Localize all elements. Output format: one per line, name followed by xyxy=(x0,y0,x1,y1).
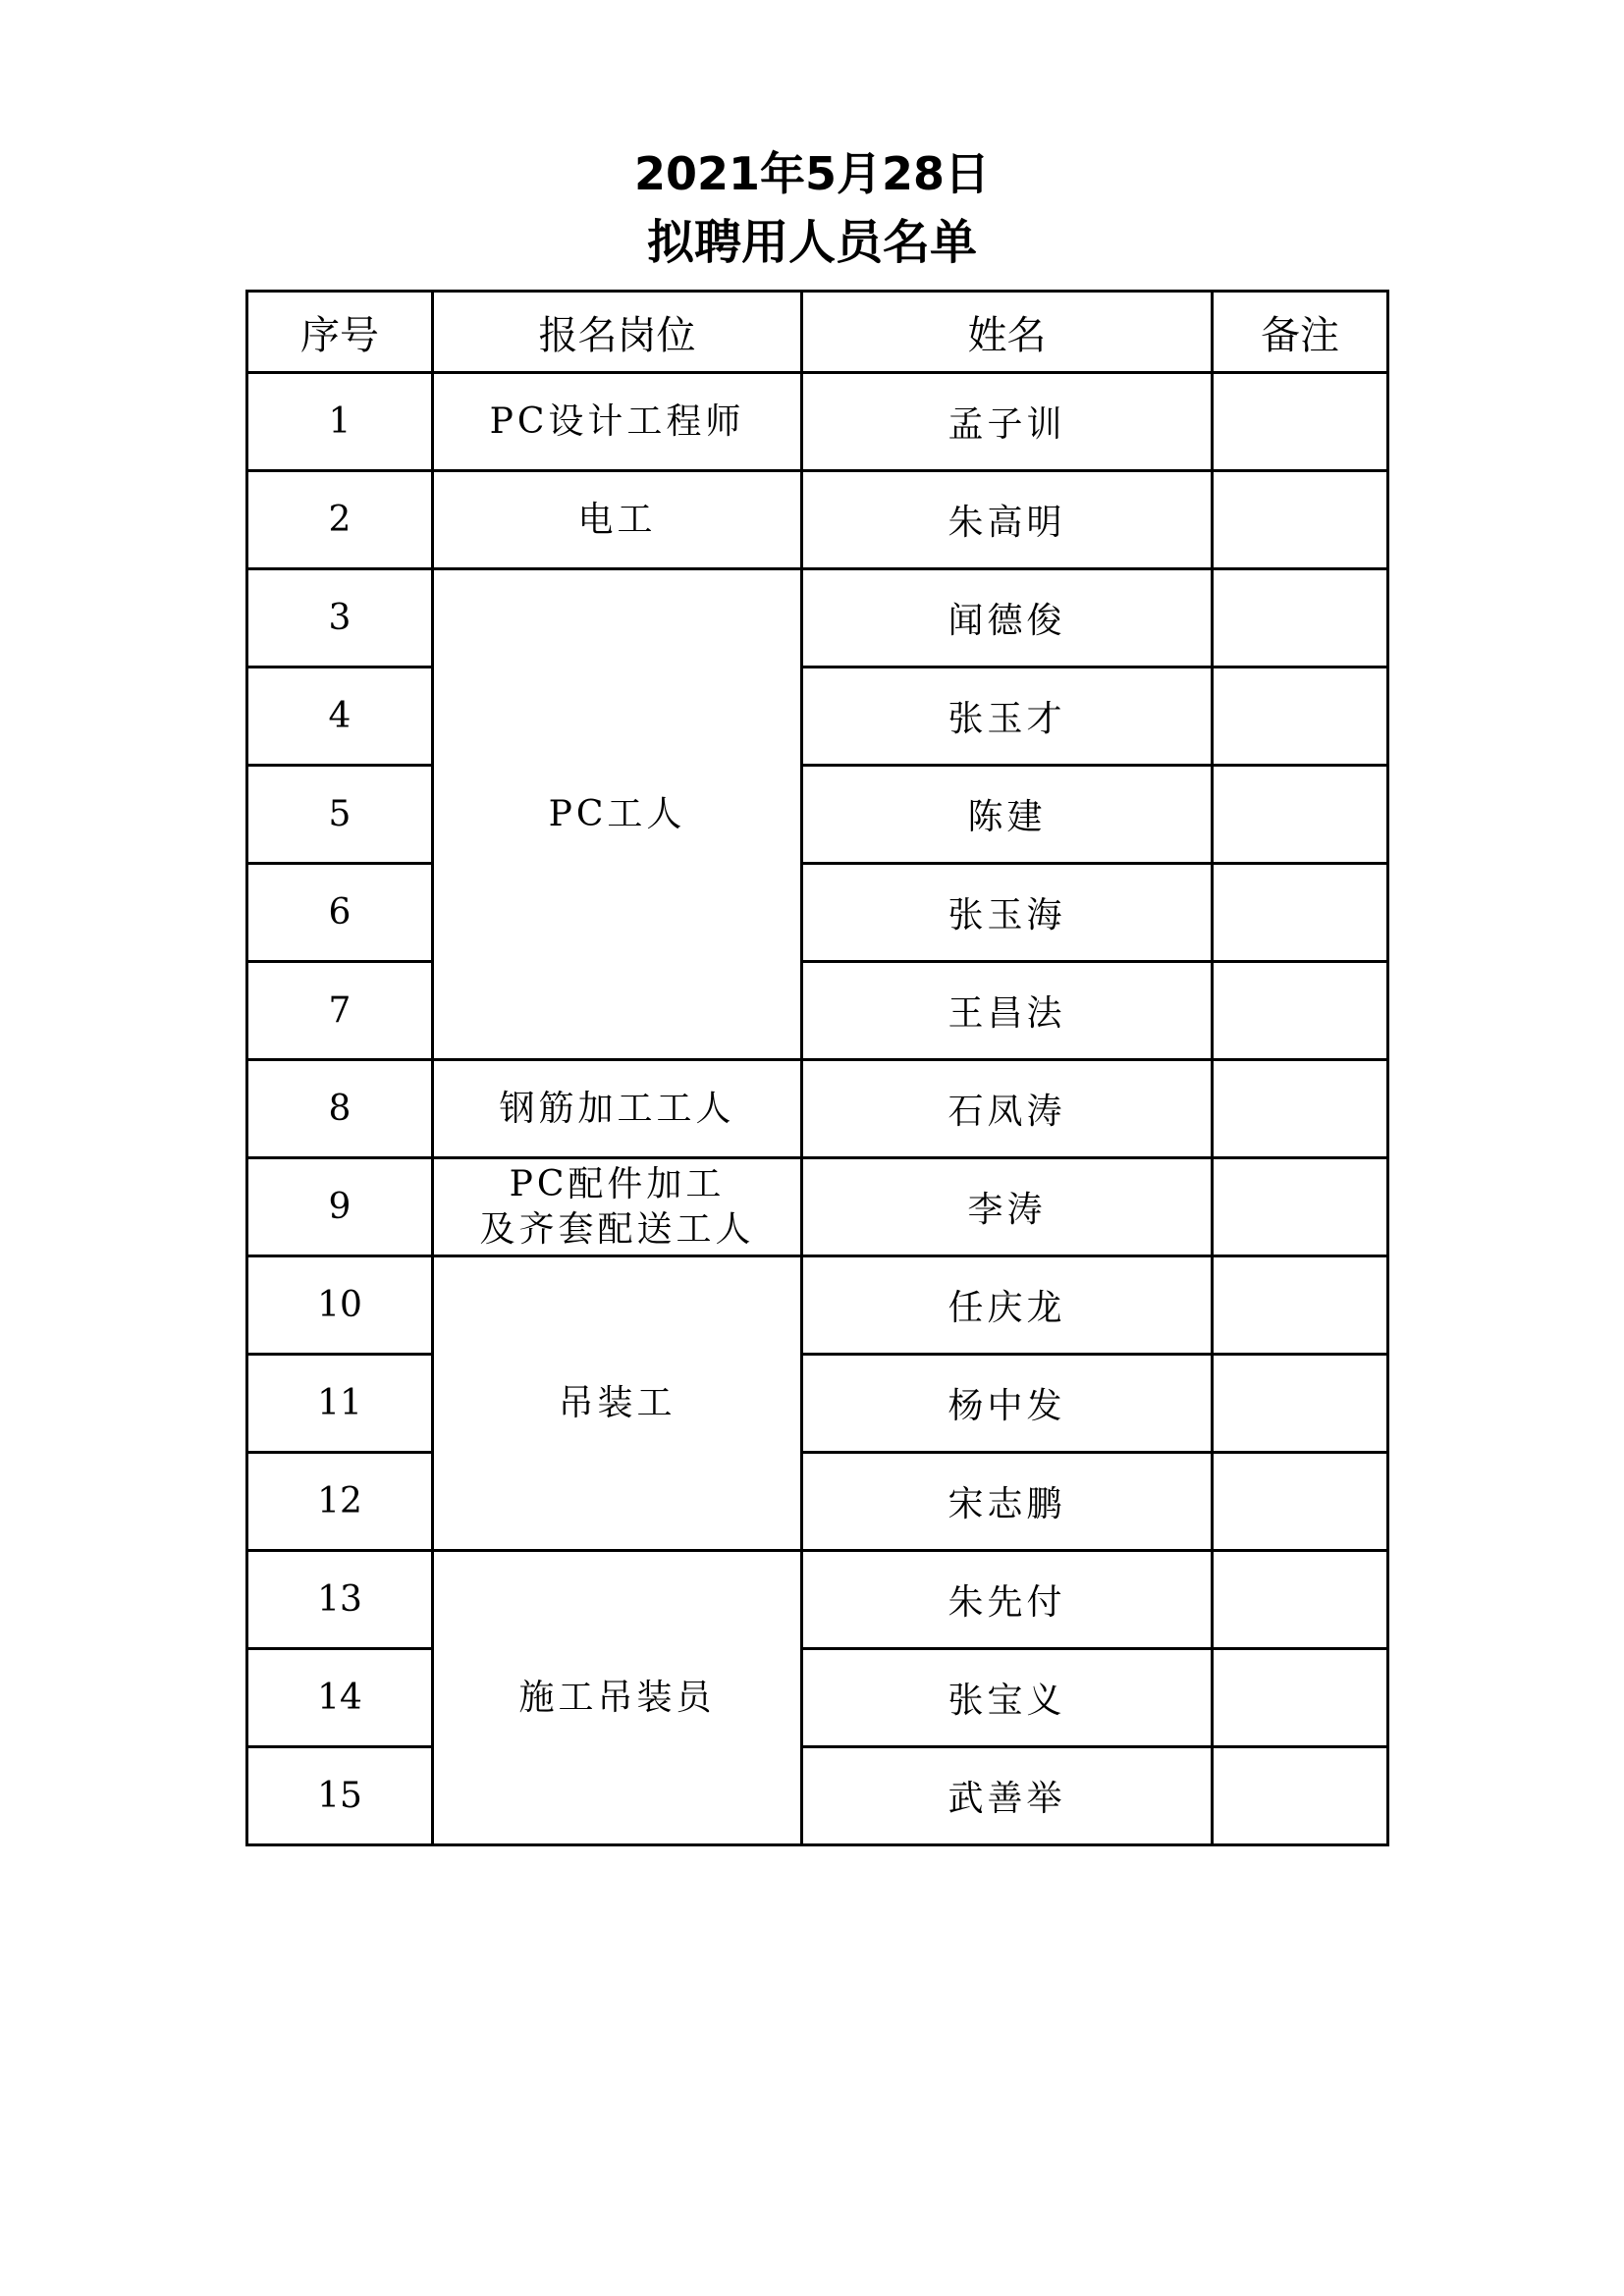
table-row xyxy=(247,864,1388,962)
header-name: 姓名 xyxy=(802,292,1213,373)
row-remark xyxy=(1213,864,1388,962)
row-index: 15 xyxy=(247,1747,433,1845)
row-position: PC设计工程师 xyxy=(433,373,802,471)
row-remark xyxy=(1213,1649,1388,1747)
row-name: 李涛 xyxy=(802,1158,1213,1256)
row-position: 吊装工 xyxy=(433,1256,802,1551)
row-position: 钢筋加工工人 xyxy=(433,1060,802,1158)
header-index: 序号 xyxy=(247,292,433,373)
row-index: 5 xyxy=(247,766,433,864)
row-name: 闻德俊 xyxy=(802,569,1213,667)
row-name: 杨中发 xyxy=(802,1355,1213,1453)
row-index: 12 xyxy=(247,1453,433,1551)
row-name: 朱先付 xyxy=(802,1551,1213,1649)
table-row xyxy=(247,1649,1388,1747)
header-position: 报名岗位 xyxy=(433,292,802,373)
row-index: 11 xyxy=(247,1355,433,1453)
row-remark xyxy=(1213,1747,1388,1845)
table-header-row xyxy=(247,292,1388,373)
row-name: 任庆龙 xyxy=(802,1256,1213,1355)
table-row xyxy=(247,667,1388,766)
row-index: 4 xyxy=(247,667,433,766)
row-name: 陈建 xyxy=(802,766,1213,864)
table-row xyxy=(247,766,1388,864)
table-row xyxy=(247,1551,1388,1649)
table-row xyxy=(247,1453,1388,1551)
row-index: 8 xyxy=(247,1060,433,1158)
row-remark xyxy=(1213,471,1388,569)
row-remark xyxy=(1213,1551,1388,1649)
row-remark xyxy=(1213,1256,1388,1355)
row-remark xyxy=(1213,1453,1388,1551)
row-name: 武善举 xyxy=(802,1747,1213,1845)
candidate-table xyxy=(245,290,1389,1846)
row-name: 张玉海 xyxy=(802,864,1213,962)
table-row xyxy=(247,1747,1388,1845)
row-index: 2 xyxy=(247,471,433,569)
row-index: 14 xyxy=(247,1649,433,1747)
row-remark xyxy=(1213,962,1388,1060)
row-name: 宋志鹏 xyxy=(802,1453,1213,1551)
row-index: 3 xyxy=(247,569,433,667)
table-row xyxy=(247,962,1388,1060)
row-name: 张宝义 xyxy=(802,1649,1213,1747)
row-position: 电工 xyxy=(433,471,802,569)
row-position: PC配件加工 及齐套配送工人 xyxy=(433,1158,802,1256)
row-remark xyxy=(1213,1060,1388,1158)
row-remark xyxy=(1213,1158,1388,1256)
row-remark xyxy=(1213,766,1388,864)
row-position: 施工吊装员 xyxy=(433,1551,802,1845)
document-title xyxy=(0,139,1624,277)
row-index: 10 xyxy=(247,1256,433,1355)
table-row xyxy=(247,1158,1388,1256)
table-row xyxy=(247,471,1388,569)
table-body xyxy=(247,373,1388,1845)
row-name: 朱高明 xyxy=(802,471,1213,569)
row-name: 孟子训 xyxy=(802,373,1213,471)
title-main: 拟聘用人员名单 xyxy=(646,215,977,270)
header-remark: 备注 xyxy=(1213,292,1388,373)
row-remark xyxy=(1213,569,1388,667)
row-name: 张玉才 xyxy=(802,667,1213,766)
row-remark xyxy=(1213,1355,1388,1453)
table-row xyxy=(247,1060,1388,1158)
row-name: 王昌法 xyxy=(802,962,1213,1060)
table-row xyxy=(247,1355,1388,1453)
row-name: 石凤涛 xyxy=(802,1060,1213,1158)
row-index: 9 xyxy=(247,1158,433,1256)
row-remark xyxy=(1213,373,1388,471)
row-index: 7 xyxy=(247,962,433,1060)
table-row xyxy=(247,1256,1388,1355)
row-remark xyxy=(1213,667,1388,766)
title-date: 2021年5月28日 xyxy=(633,147,991,200)
table-row xyxy=(247,569,1388,667)
row-position: PC工人 xyxy=(433,569,802,1060)
row-index: 6 xyxy=(247,864,433,962)
row-index: 13 xyxy=(247,1551,433,1649)
row-index: 1 xyxy=(247,373,433,471)
table-row xyxy=(247,373,1388,471)
